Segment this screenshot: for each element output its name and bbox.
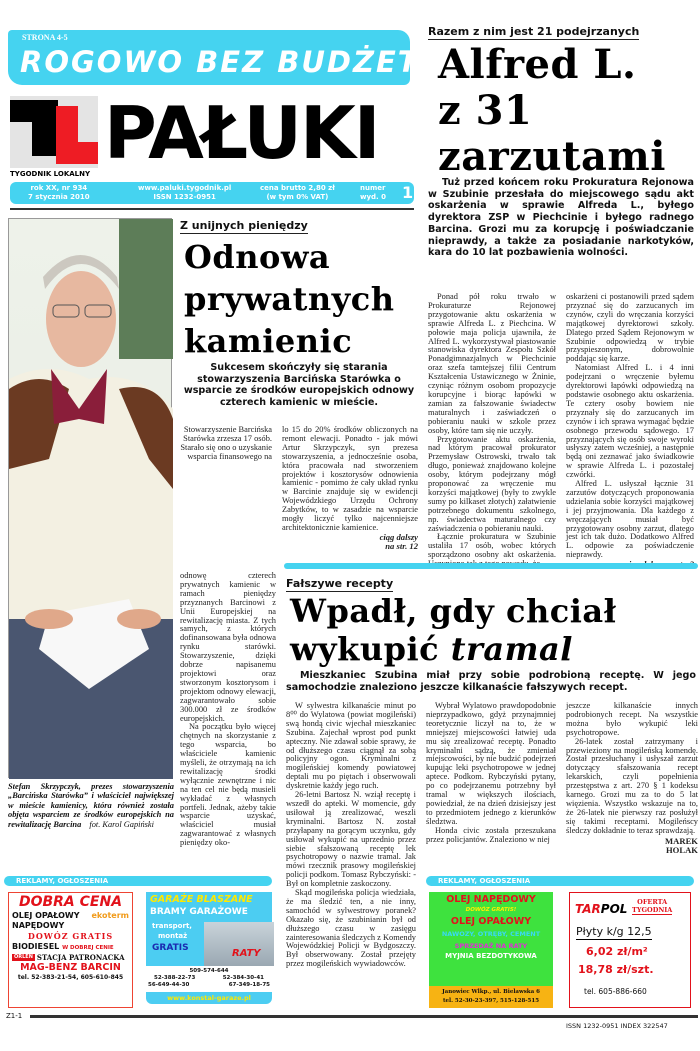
article-headline <box>290 592 698 668</box>
ad-line: OLEJ OPAŁOWY <box>12 910 80 920</box>
paragraph: odnowę czterech prywatnych kamienic w ramach pieniędzy przyznanych Barcinowi z Unii Europejskiej na rewitalizację miasta. Z tych samych, z których dofinansowana była odnowa rynku starówki. Stowarzyszenie, dzięki dobrze napisanemu projektowi oraz stworzonym kosztorysom i projektom odnowy elewacji, zagwarantowało sobie 300.000 zł ze środków europejskich. <box>180 571 276 723</box>
article-kicker: Z unijnych pieniędzy <box>180 219 308 234</box>
ad-title: GARAŻE BLASZANE <box>150 894 253 905</box>
headline-line: Wpadł, gdy chciał <box>290 592 617 630</box>
paragraph: W sylwestra kilkanaście minut po 8⁰⁰ do Wylatowa (powiat mogileński) swą hondą civic wjechał mieszkaniec Szubina. Zajechał wprost pod punkt apteczny. Nie zdawał sobie sprawy, że od dłuższego czasu ciągnął za sobą policyjny ogon. Kryminalni z mogileńskiej komendy powiatowej deptali mu po piętach i obserwowali dyskretnie każdy jego ruch. <box>286 701 416 791</box>
ad-phone: tel. 52-30-23-397, 515-128-515 <box>442 998 540 1004</box>
article-alfred[interactable] <box>428 22 694 180</box>
ad-dobra-cena[interactable] <box>8 892 133 1008</box>
paragraph: 26-letni Bartosz N. wziął receptę i wszedł do apteki. W momencie, gdy usiłował ją zrealizować, weszli kryminalni. Bartosz N. został przyłapany na gorącym uczynku, gdy usiłował wykupić na uprzednio przez siebie sfałszowaną receptę lek psychotropowy o nazwie tramal. Jak mówi rzecznik prasowy mogileńskiej policji podkom. Tomasz Rybczyński: - Był on kompletnie zaskoczony. <box>286 790 416 889</box>
ad-line: montaż <box>158 932 188 940</box>
ad-phone: 509-574-644 <box>189 968 229 974</box>
continued-line: na str. 12 <box>385 540 418 551</box>
ad-price: 6,02 zł/m² <box>586 945 648 958</box>
article-headline <box>428 42 694 180</box>
article-body-col1 <box>428 293 556 559</box>
headline-line: prywatnych <box>184 280 395 319</box>
article-kicker: Fałszywe recepty <box>286 577 393 592</box>
author-line: HOLAK <box>666 844 698 855</box>
ad-line: DOWÓZ GRATIS <box>27 931 114 942</box>
ad-subtitle: BRAMY GARAŻOWE <box>150 907 248 917</box>
paragraph: Alfred L. usłyszał łącznie 31 zarzutów dotyczących proponowania udzielania sobie korzyści majątkowej i jej przyjmowania. Dla każdego z wręczających musiał być przygotowany osobny zarzut, dlatego jest ich tak dużo. Dodatkowo Alfred L. odpowie za poświadczenie nieprawdy. <box>566 479 694 560</box>
ad-brand: ekoterm <box>91 910 129 920</box>
ad-badge: RATY <box>232 948 261 959</box>
ad-line: NAWOZY, OTRĘBY, CEMENT <box>441 929 541 938</box>
photo-credit: fot. Karol Gapiński <box>89 819 154 829</box>
paragraph: Na początku było więcej chętnych na skorzystanie z tego wsparcia, bo właściciele kamienic myśleli, że otrzymają na ich rewitalizację środki wyłącznie zewnętrzne i nic na ten cel nie będą musieli wykładać z własnych portfeli. Jednak, ażeby takie wsparcie uzyskać, właściciel musiał zagwarantować z własnych pieniędzy oko- <box>180 722 276 848</box>
issue-date: 7 stycznia 2010 <box>28 193 90 201</box>
caption-text: Stefan Skrzypczyk, prezes stowarzyszenia „Barcińska Starówka” i właściciel największej w mieście kamienicy, która również została objęta wsparciem ze środków europejskich na rewitalizację Barcina <box>8 782 174 829</box>
ad-line: DOWÓZ GRATIS! <box>465 906 517 913</box>
ad-line: OLEJ NAPĘDOWY <box>446 894 536 905</box>
continued-line: ciąg dalszy <box>379 531 418 542</box>
ad-phone: 52-388-22-73 <box>154 975 196 981</box>
ad-line: MYJNIA BEZDOTYKOWA <box>445 952 537 961</box>
author <box>566 837 698 855</box>
article-recepty[interactable] <box>286 574 698 592</box>
ad-product: Płyty k/g 12,5 <box>576 925 652 938</box>
ad-garaze[interactable] <box>146 892 272 1012</box>
teaser-title: ROGOWO BEZ BUDŻETU <box>20 45 446 79</box>
ad-offer: OFERTA <box>637 898 668 906</box>
paragraph: Ponad pół roku trwało w Prokuraturze Rejonowej przygotowanie aktu oskarżenia w sprawie Alfreda L. z Piechcina. W połowie maja policja ujawniła, że Alfred L. wykorzystywał piastowanie stanowiska dyrektora Zespołu Szkół Ponadgimnazjalnych w Piechcinie oraz szefa tamtejszej filii Centrum Kształcenia Ustawicznego w Żninie, czyniąc różnym osobom propozycje korupcyjne i biorąc łapówki w zamian za fałszowanie świadectw maturalnych i zaświadczeń o pobieraniu nauki w szkole przez osoby, które tam się nie uczyły. <box>428 292 556 435</box>
brand-part: TAR <box>575 902 601 916</box>
logo-subtitle: TYGODNIK LOKALNY <box>10 170 91 178</box>
paragraph: Honda civic została przeszukana przez policjantów. Znaleziono w niej <box>426 825 556 844</box>
tarpol-logo <box>575 901 627 917</box>
article-body-col2 <box>566 293 694 559</box>
headline-text: wykupić <box>290 630 451 668</box>
ad-phone: tel. 605-886-660 <box>584 987 647 996</box>
ad-phone: tel. 52-383-21-54, 605-610-845 <box>17 973 124 981</box>
section-separator <box>284 563 698 569</box>
ad-line: OLEJ OPAŁOWY <box>450 915 532 927</box>
masthead-info-bar <box>10 182 414 204</box>
paragraph: Łącznie prokuratura w Szubinie ustaliła 17 osób, wobec których sporządzono osobny akt oskarżenia. <box>428 532 556 560</box>
headline-line: zarzutami <box>438 133 666 181</box>
article-body-col2 <box>426 702 556 870</box>
ad-line: MAG-BENZ BARCIN <box>20 961 121 973</box>
article-body-col1 <box>286 701 416 969</box>
ad-line: W DOBREJ CENIE <box>62 944 114 951</box>
portrait-illustration <box>9 219 173 779</box>
teaser-page: STRONA 4-5 <box>22 33 68 42</box>
article-lead: Tuż przed końcem roku Prokuratura Rejonowa w Szubinie przesłała do miejscowego sądu akt oskarżenia w sprawie Alfreda L., byłego dyrektora ZSP w Piechcinie i byłego radnego Barcina. Grozi mu za korupcję i poświadczanie nieprawdy, a także za posiadanie narkotyków, kara do 10 lat pozbawienia wolności. <box>428 177 694 259</box>
article-lead: Mieszkaniec Szubina miał przy sobie podrobioną receptę. W jego samochodzie znaleziono jeszcze kilkanaście fałszywych recept. <box>286 670 696 693</box>
paragraph: Przygotowanie aktu oskarżenia, nad którym pracował prokurator Przemysław Ostrowski, trwało tak długo, ponieważ znajdowano kolejne osoby, którym podejrzany mógł proponować za wręczenie mu korzyści majątkowej (były to zwykle sumy po kilkaset złotych) załatwienie potrzebnego dokumentu szkolnego, np. świadectwa maturalnego czy zaświadczenia o pobieraniu nauki. <box>428 434 556 533</box>
headline-line: z 31 <box>438 87 533 135</box>
paragraph: Skąd mogileńska policja wiedziała, że ma śledzić ten, a nie inny, samochód w sylwestrowy poranek? Okazało się, że szubinianin był od dłuższego czasu w zasięgu zainteresowania śledczych z Komendy Wojewódzkiej Policji w Bydgoszczy. Był obserwowany. Został przejęty przez mogileńskich wywiadowców. <box>286 888 416 969</box>
ad-tarpol[interactable] <box>569 892 691 1008</box>
edition-label: numer <box>360 184 386 192</box>
issue-number: rok XX, nr 934 <box>30 184 88 192</box>
vat: (w tym 0% VAT) <box>266 193 329 201</box>
ad-line: SPRZEDAŻ NA RATY <box>454 941 528 950</box>
edition-number: 1 <box>402 183 414 202</box>
edition-value: wyd. 0 <box>360 193 387 201</box>
paragraph: jeszcze kilkanaście innych podrobionych recept. Na wszystkie można było wykupić leki psychotropowe. <box>566 701 698 737</box>
headline-line: kamienic <box>184 322 353 361</box>
paragraph: lo 15 do 20% środków obliczonych na remont elewacji. Ponadto - jak mówi Artur Skrzypczyk, syn prezesa stowarzyszenia, a jednocześnie osoba, która pracowała nad stworzeniem projektów i kosztorysów odnowienia kamienic - pomimo że cały układ rynku w Barcinie znajduje się w ewidencji Wojewódzkiego Urzędu Ochrony Zabytków, to w zasadzie na wsparcie mogły liczyć tylko najcenniejsze architektonicznie kamienice. <box>282 425 418 532</box>
orlen-logo: ORLEN <box>14 953 33 960</box>
ad-line: GRATIS <box>152 943 189 953</box>
photo-caption <box>8 782 174 829</box>
page-code: Z1-1 <box>6 1012 23 1020</box>
continued-link[interactable] <box>282 533 418 551</box>
footer-issn: ISSN 1232-0951 INDEX 322547 <box>566 1022 668 1030</box>
logo-t-stem <box>32 100 58 156</box>
article-kicker: Razem z nim jest 21 podejrzanych <box>428 25 639 40</box>
headline-line: Alfred L. <box>438 41 637 89</box>
teaser-banner[interactable] <box>8 30 446 85</box>
paragraph: oskarżeni ci postanowili przed sądem przyznać się do zarzucanych im czynów, czyli do wręczania korzyści majątkowej dyrektorowi szkoły. Dlatego przed Sądem Rejonowym w Szubinie odpowiedzą w trybie przyspieszonym, dobrowolnie poddając się karze. <box>566 292 694 364</box>
ad-line: NAPĘDOWY <box>12 921 65 931</box>
ad-offer: TYGODNIA <box>632 906 673 914</box>
logo-tl <box>10 96 98 168</box>
article-headline <box>180 236 418 362</box>
ads-section-label: REKLAMY, OGŁOSZENIA <box>426 876 694 886</box>
headline-line <box>290 630 698 668</box>
headline-italic: tramal <box>450 630 573 668</box>
ad-phone: 52-384-30-41 <box>222 975 264 981</box>
ad-line: STACJA PATRONACKA <box>36 952 125 962</box>
ad-line: transport, <box>152 922 192 930</box>
photo <box>8 218 172 778</box>
ad-line: BIODIESEL <box>12 941 60 951</box>
website-link[interactable]: www.paluki.tygodnik.pl <box>138 184 232 192</box>
article-lead: Sukcesem skończyły się starania stowarzyszenia Barcińska Starówka o wsparcie ze środków europejskich odnowy czterech kamienic w mieście. <box>183 362 415 409</box>
article-body-main <box>282 426 418 560</box>
paragraph: Wybrał Wylatowo prawdopodobnie nieprzypadkowo, gdyż przynajmniej teoretycznie liczył na to, że w mniejszej miejscowości łatwiej uda mu się zrealizować receptę. Ponadto kryminalni sądzą, że zmieniał miejscowości, by nie budzić podejrzeń kupując leki psychotropowe w jednej aptece. Podkom. Rybczyński pytany, po co podejrzanemu potrzebny był tramal w większych ilościach, powiedział, że na dzień dzisiejszy jest to przedmiotem jednego z kierunków śledztwa. <box>426 701 557 826</box>
article-body-col3 <box>566 702 698 870</box>
ads-section-label: REKLAMY, OGŁOSZENIA <box>4 876 272 886</box>
footer-rule <box>30 1015 698 1018</box>
paragraph: Natomiast Alfred L. i 4 inni podejrzani o wręczenie byłemu dyrektorowi łapówki odpowiedzą na podstawie osobnego aktu oskarżenia. Te cztery osoby bowiem nie przyznały się do zarzucanych im czynów i ich sprawa wymagać będzie osobnego przewodu sądowego. 17 przyznających się osób swoje wyroki usłyszy zatem wcześniej, a następnie będą oni zeznawać jako świadkowie w sprawie Alfreda L. i pozostałej czwórki. <box>566 363 694 480</box>
paragraph: 26-latek został zatrzymany i przewieziony na mogileńską komendę. Został przesłuchany i usłyszał zarzut dotyczący sfałszowania recept lekarskich, czyli popełnienia przestępstwa z art. 270 § 1 kodeksu karnego. Grozi mu za to do 5 lat więzienia. Wszystko wskazuje na to, że 26-latek nie pierwszy raz posłużył się takimi receptami. Mogileńscy śledczy dokładnie to teraz sprawdzają. <box>566 736 698 835</box>
ad-phone: 56-649-44-30 <box>148 982 190 988</box>
headline-line: Odnowa <box>184 238 331 277</box>
article-body-narrow: Stowarzyszenie Barcińska Starówka zrzesza 17 osób. Starało się ono o uzyskanie wsparcia finansowego na <box>180 425 272 461</box>
ad-price: 18,78 zł/szt. <box>578 963 654 976</box>
logo-l-foot <box>56 142 98 164</box>
ad-phone: 67-349-18-75 <box>228 982 270 988</box>
masthead-divider <box>10 208 414 210</box>
ad-olej[interactable] <box>429 892 553 1008</box>
ad-address: Janowiec Wlkp., ul. Bielawska 6 <box>442 989 540 995</box>
price: cena brutto 2,80 zł <box>260 184 335 192</box>
article-body-lower <box>180 572 276 872</box>
ad-title: DOBRA CENA <box>18 894 123 910</box>
masthead-title: PAŁUKI <box>104 91 379 175</box>
ad-website[interactable]: www.konstal-garaze.pl <box>146 992 272 1004</box>
brand-part: POL <box>600 902 628 916</box>
author-line: MAREK <box>665 835 698 846</box>
article-kamienice[interactable] <box>180 216 418 362</box>
issn: ISSN 1232-0951 <box>153 193 216 201</box>
